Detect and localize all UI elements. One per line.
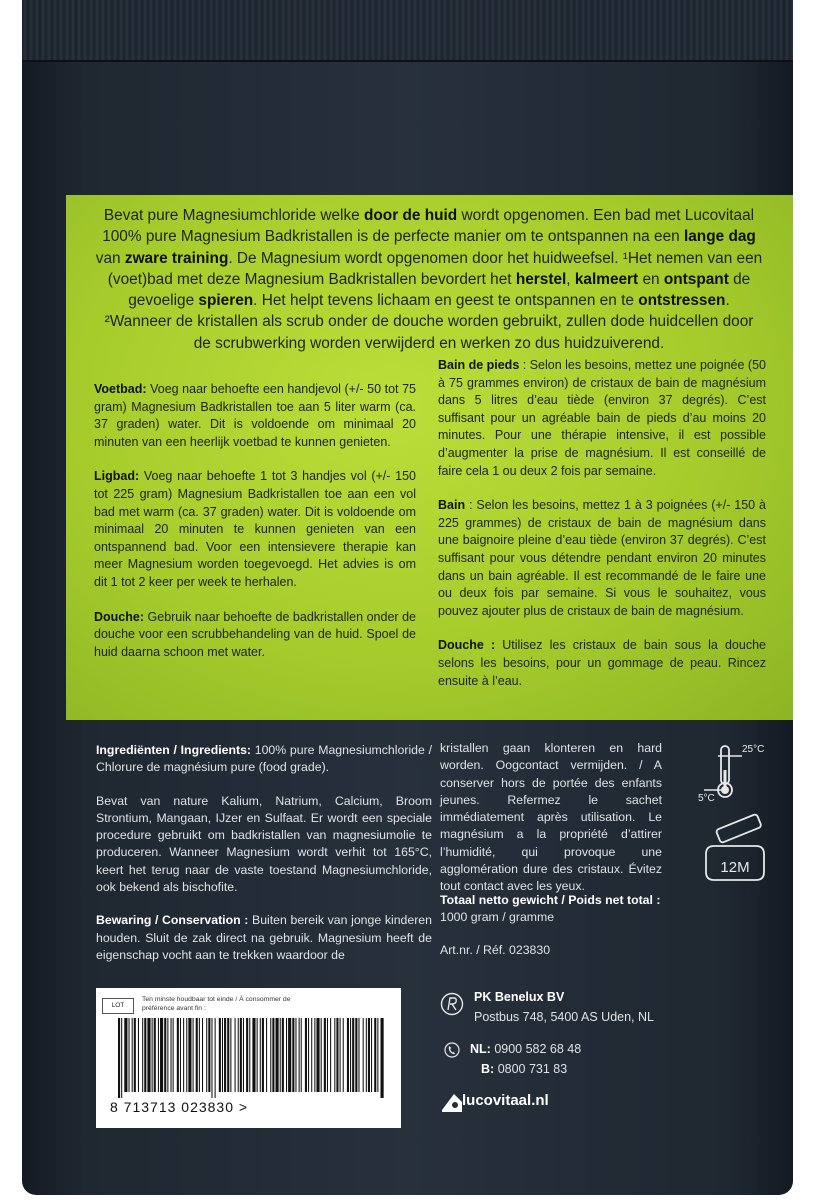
barcode-bar (282, 1018, 284, 1092)
voetbad-paragraph (94, 381, 416, 451)
intro-text: , (566, 270, 575, 288)
temp-low-label: 5°C (698, 793, 715, 804)
barcode-bar (173, 1018, 174, 1092)
pao-label: 12M (720, 859, 750, 876)
barcode-bar (129, 1018, 130, 1092)
barcode-bar (270, 1018, 271, 1092)
intro-emphasis: kalmeert (574, 270, 639, 288)
zip-seal (22, 0, 793, 60)
barcode-bar (243, 1018, 244, 1092)
barcode-bar (183, 1018, 184, 1092)
weight-value: 1000 gram / gramme (440, 910, 555, 925)
bain-label: Bain (438, 498, 466, 513)
barcode-bar (240, 1018, 242, 1092)
barcode-bar (336, 1018, 338, 1092)
lot-label: LOT (102, 998, 134, 1014)
douche-nl-text: Gebruik naar behoefte de badkristallen onder de douche voor een scrubbehandeling van de huid. Spoel de huid daarna schoon met water. (94, 609, 416, 659)
barcode-bar (147, 1018, 150, 1092)
barcode-bar (132, 1018, 133, 1092)
barcode-bar (366, 1018, 367, 1092)
barcode-bar (377, 1018, 378, 1092)
barcode-bar (280, 1018, 281, 1092)
storage-continued (440, 740, 662, 912)
temp-high-label: 25°C (742, 744, 765, 755)
company-name: PK Benelux BV (474, 990, 565, 1004)
barcode-bar (235, 1018, 236, 1092)
barcode-bar (347, 1018, 349, 1092)
brand-mark-icon (440, 1090, 464, 1114)
dark-info-panel (66, 720, 793, 1195)
temperature-icon (698, 734, 768, 804)
barcode-bar (292, 1018, 294, 1092)
barcode-bar (227, 1018, 229, 1092)
intro-emphasis: ontstressen (638, 292, 726, 310)
barcode-bar (246, 1018, 248, 1092)
best-before-note: Ten minste houdbaar tot einde / À consommer de préférence avant fin : (142, 996, 291, 1012)
seal-edge (22, 60, 793, 62)
barcode-bar (257, 1018, 258, 1092)
barcode-bar (208, 1018, 210, 1092)
weight-label: Totaal netto gewicht / Poids net total : (440, 893, 661, 907)
barcode-bar (340, 1018, 341, 1092)
bain-pieds-paragraph (438, 357, 766, 480)
barcode-bar (138, 1018, 139, 1092)
douche-nl-label: Douche: (94, 609, 144, 624)
barcode-bar (381, 1018, 384, 1098)
barcode-bar (230, 1018, 231, 1092)
barcode-bar (316, 1018, 319, 1092)
barcode-bar (334, 1018, 335, 1092)
barcode-bar (350, 1018, 351, 1092)
barcode-bar (308, 1018, 309, 1092)
barcode-bar (215, 1018, 216, 1098)
barcode-bar (160, 1018, 163, 1092)
green-info-panel (66, 195, 793, 720)
barcode-bar (299, 1018, 300, 1092)
intro-text: . ²Wanneer de kristallen als scrub onder de douche worden gebruikt, zullen dode huidcellen door de scrubwerking worden verwijderd en werken zo dus huidzuiverend. (104, 292, 754, 352)
barcode-bar (368, 1018, 370, 1092)
barcode-bar (266, 1018, 267, 1092)
barcode-bar (311, 1018, 312, 1092)
barcode-bar (327, 1018, 328, 1092)
intro-emphasis: ontspant (663, 270, 729, 288)
intro-text: . De Magnesium wordt opgenomen door het huidweefsel. ¹Het nemen van een (voet)bad met deze Magnesium Badkristallen bevordert het (107, 249, 763, 288)
barcode-bar (134, 1018, 136, 1092)
barcode-bar (249, 1018, 250, 1092)
barcode-bar (186, 1018, 187, 1092)
dutch-instructions (94, 381, 416, 678)
barcode-bar (177, 1018, 179, 1092)
barcode-bar (193, 1018, 194, 1092)
bain-text: : Selon les besoins, mettez 1 à 3 poignées (+/- 150 à 225 grammes) de cristaux de bain de magnésium dans une baignoire pleine d’eau tiède (environ 37 degrés). C’est suffisant pour vous détendre pendant environ 20 minutes dans un bain agréable. Il est recommandé de le faire une ou deux fois par semaine. Si vous le souhaitez, vous pouvez ajouter plus de cristaux de bain de magnésium. (438, 498, 766, 618)
barcode-bar (211, 1018, 212, 1098)
barcode-bar (196, 1018, 198, 1092)
product-pouch (22, 0, 793, 1195)
article-number: Art.nr. / Réf. 023830 (440, 942, 551, 957)
barcode-bar (288, 1018, 291, 1092)
barcode-bar (152, 1018, 153, 1092)
barcode-bar (154, 1018, 156, 1092)
intro-text: . Het helpt tevens lichaam en geest te ontspannen en te (253, 292, 639, 310)
intro-emphasis: herstel (515, 270, 567, 288)
intro-emphasis: door de huid (364, 207, 458, 224)
intro-text: wordt opgenomen. Een bad met Lucovitaal 100% pure Magnesium Badkristallen is de perfecte manier om te ontspannen na een (102, 207, 755, 246)
brand-website: lucovitaal.nl (462, 1092, 549, 1109)
storage-text: Buiten bereik van jonge kinderen houden. Sluit de zak direct na gebruik. Magnesium heeft de eigenschap vocht aan te trekken waardoor de (96, 913, 432, 962)
barcode-bar (118, 1018, 120, 1098)
barcode-bar (167, 1018, 168, 1092)
barcode-bar (355, 1018, 357, 1092)
storage-label: Bewaring / Conservation : (96, 913, 249, 928)
barcode-bar (164, 1018, 166, 1092)
composition-paragraph: Bevat van nature Kalium, Natrium, Calcium, Broom Strontium, Mangaan, IJzer en Sulfaat. Er wordt een speciale procedure gebruikt om badkristallen van magnesiumolie te produceren. Wanneer Magnesium wordt verhit tot 165°C, keert het terug naar de vaste toestand Magnesiumchloride, ook bekend als bischofite. (96, 793, 432, 895)
intro-text: de gevoelige (128, 270, 751, 310)
barcode-bar (188, 1018, 191, 1092)
douche-fr-label: Douche : (438, 638, 496, 653)
ingredients-column (96, 742, 432, 980)
phone-icon (444, 1042, 460, 1058)
barcode-digits: 8 713713 023830 > (110, 1099, 249, 1115)
intro-text: Bevat pure Magnesiumchloride welke (103, 207, 364, 224)
bain-pieds-label: Bain de pieds (438, 358, 520, 372)
barcode-bar (202, 1018, 203, 1092)
barcode-bar (371, 1018, 372, 1092)
intro-paragraph (94, 205, 764, 354)
voetbad-label: Voetbad: (94, 382, 147, 396)
barcode-bar (363, 1018, 364, 1092)
barcode-bar (276, 1018, 279, 1092)
barcode-bar (219, 1018, 221, 1092)
barcode-bar (121, 1018, 122, 1098)
barcode-bar (352, 1018, 354, 1092)
barcode-bar (272, 1018, 274, 1092)
storage-paragraph (96, 912, 432, 964)
barcode-bar (301, 1018, 302, 1092)
barcode-bar (158, 1018, 159, 1092)
ingredients-label: Ingrediënten / Ingredients: (96, 743, 252, 757)
phone-be: B: 0800 731 83 (481, 1062, 568, 1076)
barcode-bar (330, 1018, 331, 1092)
intro-text: van (95, 249, 125, 267)
intro-text: en (638, 270, 664, 288)
intro-emphasis: lange dag (683, 228, 756, 246)
ingredients-text: 100% pure Magnesiumchloride / Chlorure de magnésium pure (food grade). (96, 743, 432, 775)
ingredients-paragraph (96, 742, 432, 777)
barcode-bar (321, 1018, 322, 1092)
barcode-bar (144, 1018, 146, 1092)
company-address: Postbus 748, 5400 AS Uden, NL (474, 1010, 654, 1024)
french-instructions (438, 357, 766, 707)
barcode-bar (222, 1018, 223, 1092)
barcode-bar (305, 1018, 307, 1092)
barcode-bar (358, 1018, 359, 1092)
weight-block (440, 892, 680, 959)
bain-paragraph (438, 497, 766, 620)
lot-barcode-box (96, 988, 401, 1128)
barcode-bar (295, 1018, 296, 1092)
barcode-bar (171, 1018, 172, 1092)
barcode (116, 1018, 384, 1098)
open-jar-icon (698, 810, 772, 890)
barcode-bar (142, 1018, 143, 1092)
ligbad-paragraph (94, 468, 416, 591)
ligbad-label: Ligbad: (94, 469, 140, 484)
barcode-bar (260, 1018, 261, 1092)
douche-fr-paragraph (438, 637, 766, 690)
douche-nl-paragraph (94, 609, 416, 662)
barcode-bar (180, 1018, 181, 1092)
barcode-bar (262, 1018, 264, 1092)
intro-emphasis: zware training (124, 249, 229, 267)
barcode-bar (252, 1018, 255, 1092)
barcode-bar (124, 1018, 127, 1092)
barcode-bar (343, 1018, 344, 1092)
ligbad-text: Voeg naar behoefte 1 tot 3 handjes vol (+/- 150 tot 225 gram) Magnesium Badkristallen toe aan een vol bad met warm (ca. 37 graden) water. Dit is voldoende om minimaal 20 minuten te kunnen genieten van een ontspannend bad. Voor een intensievere therapie kan meer Magnesium worden toegevoegd. Het advies is om dit 1 tot 2 keer per week te herhalen. (94, 469, 416, 589)
intro-emphasis: spieren (198, 292, 254, 310)
douche-fr-text: Utilisez les cristaux de bain sous la douche selons les besoins, pour un gommage de peau. Rincez ensuite à l’eau. (438, 638, 766, 688)
brand-logo (440, 1090, 640, 1114)
voetbad-text: Voeg naar behoefte een handjevol (+/- 50 tot 75 gram) Magnesium Badkristallen toe aan 5 liter warm (ca. 37 graden) water. Dit is voldoende om minimaal 20 minuten van een heerlijk voetbad te kunnen genieten. (94, 382, 416, 449)
barcode-bar (374, 1018, 376, 1092)
barcode-bar (286, 1018, 287, 1092)
bain-pieds-text: : Selon les besoins, mettez une poignée (50 à 75 grammes environ) de cristaux de bain de magnésium dans 5 litres d’eau tiède (environ 37 degrés). C’est suffisant pour un agréable bain de pieds d’au moins 20 minutes. Pour une thérapie intensive, il est possible d’augmenter la prise de magnésium. Il est conseillé de faire cela 1 ou deux 2 fois par semaine. (438, 358, 766, 478)
barcode-bar (206, 1018, 207, 1092)
company-logo-icon (440, 992, 464, 1016)
barcode-bar (314, 1018, 315, 1092)
barcode-bar (324, 1018, 326, 1092)
storage-continued-text: kristallen gaan klonteren en hard worden. Oogcontact vermijden. / A conserver hors de portée des enfants jeunes. Refermez le sachet immédiatement après utilisation. Le magnésium a la propriété d’attirer l’humidité, qui provoque une agglomération dure des cristaux. Évitez tout contact avec les yeux. (440, 741, 662, 894)
phone-nl: NL: 0900 582 68 48 (470, 1042, 582, 1056)
barcode-bar (238, 1018, 239, 1092)
barcode-bar (199, 1018, 200, 1092)
barcode-bar (224, 1018, 226, 1092)
